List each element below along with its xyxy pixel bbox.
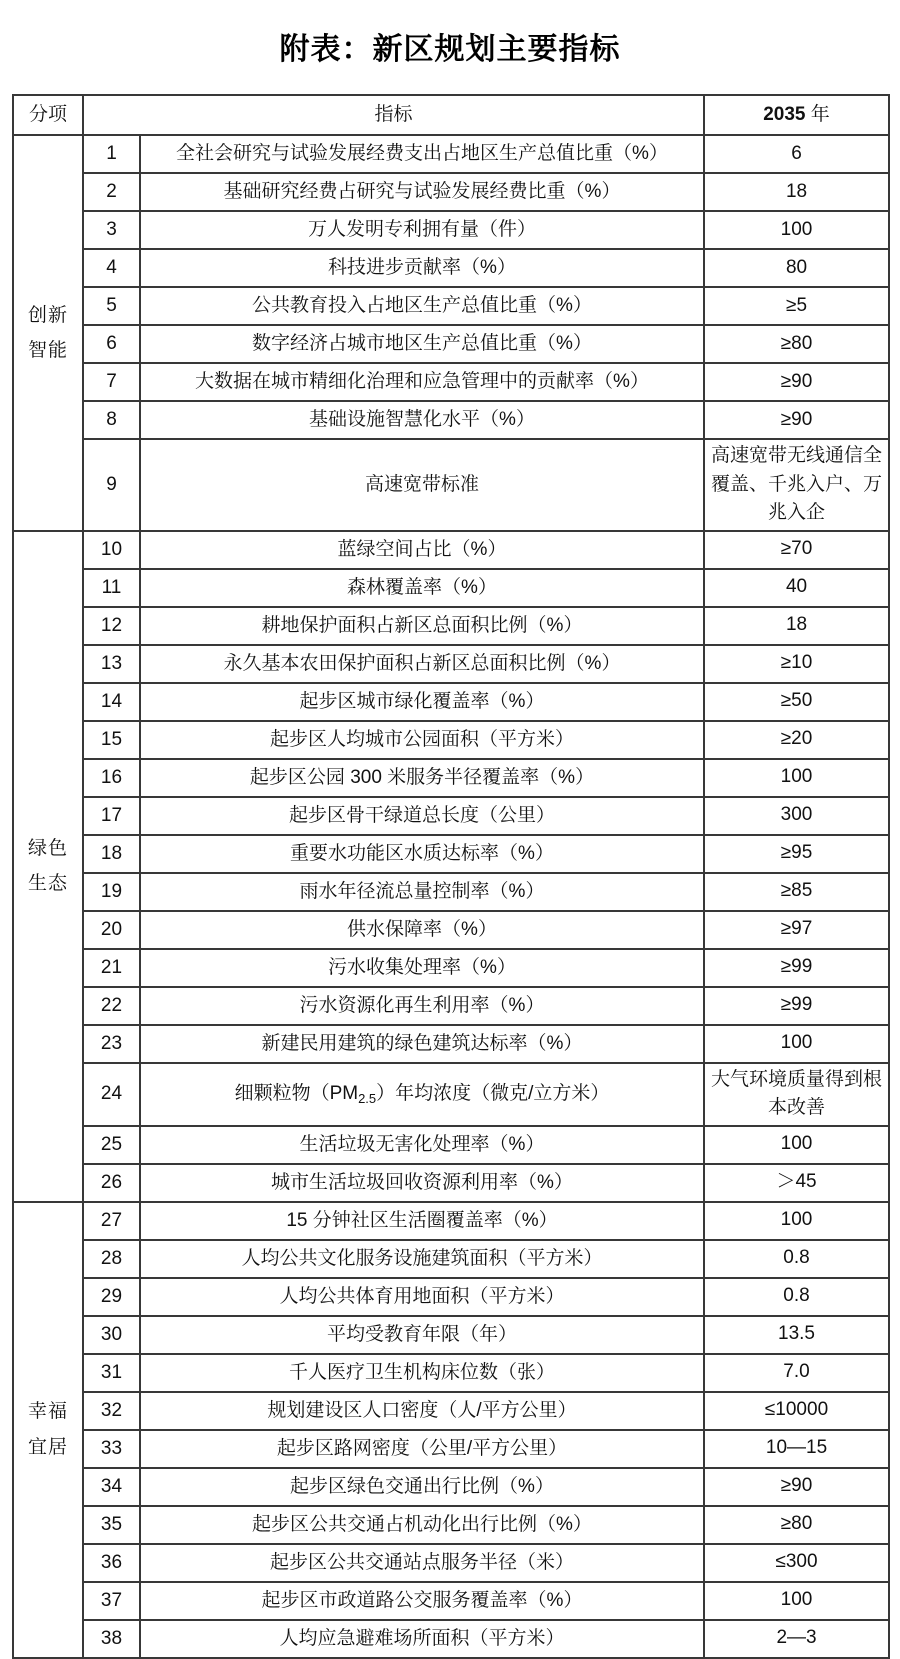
target-value-cell: ≥50 bbox=[704, 683, 889, 721]
row-number-cell: 16 bbox=[83, 759, 140, 797]
indicator-label-cell: 人均公共体育用地面积（平方米） bbox=[140, 1278, 704, 1316]
indicator-label-cell: 数字经济占城市地区生产总值比重（%） bbox=[140, 325, 704, 363]
table-row bbox=[13, 1202, 889, 1240]
row-number-cell: 20 bbox=[83, 911, 140, 949]
target-value-cell: ≥80 bbox=[704, 325, 889, 363]
target-value-cell: ≥70 bbox=[704, 531, 889, 569]
table-row bbox=[13, 949, 889, 987]
table-row bbox=[13, 1582, 889, 1620]
indicator-label-cell: 重要水功能区水质达标率（%） bbox=[140, 835, 704, 873]
row-number-cell: 7 bbox=[83, 363, 140, 401]
header-row bbox=[13, 95, 889, 135]
target-value-cell: 18 bbox=[704, 173, 889, 211]
row-number-cell: 15 bbox=[83, 721, 140, 759]
row-number-cell: 4 bbox=[83, 249, 140, 287]
category-label-line: 幸福 bbox=[27, 1401, 68, 1423]
table-row bbox=[13, 645, 889, 683]
target-value-cell: 2—3 bbox=[704, 1620, 889, 1658]
category-label-line: 宜居 bbox=[27, 1436, 68, 1458]
table-row bbox=[13, 401, 889, 439]
target-value-cell: 高速宽带无线通信全覆盖、千兆入户、万兆入企 bbox=[704, 439, 889, 531]
indicator-label-cell: 起步区城市绿化覆盖率（%） bbox=[140, 683, 704, 721]
indicator-label-cell: 新建民用建筑的绿色建筑达标率（%） bbox=[140, 1025, 704, 1063]
table-row bbox=[13, 1506, 889, 1544]
indicator-label-cell: 起步区绿色交通出行比例（%） bbox=[140, 1468, 704, 1506]
target-value-cell: 100 bbox=[704, 759, 889, 797]
table-row bbox=[13, 1354, 889, 1392]
target-value-cell: 18 bbox=[704, 607, 889, 645]
table-row bbox=[13, 325, 889, 363]
header-category: 分项 bbox=[13, 95, 83, 135]
row-number-cell: 12 bbox=[83, 607, 140, 645]
indicator-label-cell: 森林覆盖率（%） bbox=[140, 569, 704, 607]
row-number-cell: 34 bbox=[83, 1468, 140, 1506]
table-row bbox=[13, 249, 889, 287]
target-value-cell: ≥90 bbox=[704, 401, 889, 439]
table-row bbox=[13, 987, 889, 1025]
row-number-cell: 32 bbox=[83, 1392, 140, 1430]
table-row bbox=[13, 1126, 889, 1164]
indicator-label-cell: 高速宽带标准 bbox=[140, 439, 704, 531]
target-value-cell: 100 bbox=[704, 1202, 889, 1240]
indicator-label-cell: 公共教育投入占地区生产总值比重（%） bbox=[140, 287, 704, 325]
indicator-label-cell: 平均受教育年限（年） bbox=[140, 1316, 704, 1354]
indicator-label-cell: 污水资源化再生利用率（%） bbox=[140, 987, 704, 1025]
indicator-label-cell: 万人发明专利拥有量（件） bbox=[140, 211, 704, 249]
target-value-cell: ≥90 bbox=[704, 1468, 889, 1506]
row-number-cell: 19 bbox=[83, 873, 140, 911]
category-cell bbox=[13, 1202, 83, 1658]
table-row bbox=[13, 1430, 889, 1468]
indicator-label-cell: 起步区公共交通站点服务半径（米） bbox=[140, 1544, 704, 1582]
table-row bbox=[13, 911, 889, 949]
indicator-label-post: ）年均浓度（微克/立方米） bbox=[376, 1082, 610, 1104]
indicator-label-cell: 雨水年径流总量控制率（%） bbox=[140, 873, 704, 911]
table-row bbox=[13, 531, 889, 569]
target-value-cell: 100 bbox=[704, 1126, 889, 1164]
row-number-cell: 38 bbox=[83, 1620, 140, 1658]
indicator-label-cell: 城市生活垃圾回收资源利用率（%） bbox=[140, 1164, 704, 1202]
row-number-cell: 29 bbox=[83, 1278, 140, 1316]
indicator-label-cell: 永久基本农田保护面积占新区总面积比例（%） bbox=[140, 645, 704, 683]
indicator-label-cell: 全社会研究与试验发展经费支出占地区生产总值比重（%） bbox=[140, 135, 704, 173]
category-cell bbox=[13, 531, 83, 1202]
row-number-cell: 28 bbox=[83, 1240, 140, 1278]
row-number-cell: 8 bbox=[83, 401, 140, 439]
table-row bbox=[13, 287, 889, 325]
table-row bbox=[13, 363, 889, 401]
table-row bbox=[13, 1240, 889, 1278]
row-number-cell: 1 bbox=[83, 135, 140, 173]
header-year-suffix: 年 bbox=[805, 104, 830, 126]
table-row bbox=[13, 683, 889, 721]
indicator-label-cell bbox=[140, 1063, 704, 1126]
target-value-cell: ≥90 bbox=[704, 363, 889, 401]
table-row bbox=[13, 607, 889, 645]
header-indicator: 指标 bbox=[83, 95, 704, 135]
indicator-label-pre: 细颗粒物（PM bbox=[234, 1082, 359, 1104]
target-value-cell: ≥95 bbox=[704, 835, 889, 873]
target-value-cell: ≥5 bbox=[704, 287, 889, 325]
target-value-cell: 100 bbox=[704, 1025, 889, 1063]
indicator-label-cell: 污水收集处理率（%） bbox=[140, 949, 704, 987]
row-number-cell: 36 bbox=[83, 1544, 140, 1582]
indicator-label-cell: 供水保障率（%） bbox=[140, 911, 704, 949]
indicators-table bbox=[12, 94, 890, 1659]
row-number-cell: 11 bbox=[83, 569, 140, 607]
target-value-cell: 0.8 bbox=[704, 1278, 889, 1316]
table-row bbox=[13, 1544, 889, 1582]
row-number-cell: 17 bbox=[83, 797, 140, 835]
target-value-cell: 7.0 bbox=[704, 1354, 889, 1392]
target-value-cell: 100 bbox=[704, 211, 889, 249]
row-number-cell: 23 bbox=[83, 1025, 140, 1063]
row-number-cell: 2 bbox=[83, 173, 140, 211]
row-number-cell: 35 bbox=[83, 1506, 140, 1544]
row-number-cell: 37 bbox=[83, 1582, 140, 1620]
target-value-cell: 10—15 bbox=[704, 1430, 889, 1468]
indicator-label-cell: 大数据在城市精细化治理和应急管理中的贡献率（%） bbox=[140, 363, 704, 401]
indicator-label-cell: 基础设施智慧化水平（%） bbox=[140, 401, 704, 439]
row-number-cell: 30 bbox=[83, 1316, 140, 1354]
target-value-cell: ≤300 bbox=[704, 1544, 889, 1582]
row-number-cell: 27 bbox=[83, 1202, 140, 1240]
target-value-cell: ≥80 bbox=[704, 1506, 889, 1544]
table-row bbox=[13, 439, 889, 531]
table-row bbox=[13, 1278, 889, 1316]
target-value-cell: ≥97 bbox=[704, 911, 889, 949]
indicator-label-cell: 起步区人均城市公园面积（平方米） bbox=[140, 721, 704, 759]
row-number-cell: 26 bbox=[83, 1164, 140, 1202]
target-value-cell: ≥99 bbox=[704, 949, 889, 987]
category-label-line: 创新 bbox=[27, 304, 68, 326]
row-number-cell: 21 bbox=[83, 949, 140, 987]
target-value-cell: 13.5 bbox=[704, 1316, 889, 1354]
header-year-number: 2035 bbox=[763, 104, 806, 126]
table-row bbox=[13, 721, 889, 759]
target-value-cell: 6 bbox=[704, 135, 889, 173]
header-year bbox=[704, 95, 889, 135]
indicator-label-cell: 起步区市政道路公交服务覆盖率（%） bbox=[140, 1582, 704, 1620]
indicator-label-cell: 基础研究经费占研究与试验发展经费比重（%） bbox=[140, 173, 704, 211]
indicator-label-cell: 起步区路网密度（公里/平方公里） bbox=[140, 1430, 704, 1468]
target-value-cell: ≥85 bbox=[704, 873, 889, 911]
table-row bbox=[13, 797, 889, 835]
row-number-cell: 9 bbox=[83, 439, 140, 531]
row-number-cell: 5 bbox=[83, 287, 140, 325]
table-row bbox=[13, 1620, 889, 1658]
table-row bbox=[13, 135, 889, 173]
indicator-label-cell: 千人医疗卫生机构床位数（张） bbox=[140, 1354, 704, 1392]
target-value-cell: 0.8 bbox=[704, 1240, 889, 1278]
row-number-cell: 13 bbox=[83, 645, 140, 683]
target-value-cell: ≥10 bbox=[704, 645, 889, 683]
target-value-cell: 大气环境质量得到根本改善 bbox=[704, 1063, 889, 1126]
table-row bbox=[13, 1164, 889, 1202]
row-number-cell: 6 bbox=[83, 325, 140, 363]
target-value-cell: 80 bbox=[704, 249, 889, 287]
row-number-cell: 18 bbox=[83, 835, 140, 873]
indicator-label-cell: 起步区公共交通占机动化出行比例（%） bbox=[140, 1506, 704, 1544]
category-label-line: 生态 bbox=[27, 873, 68, 894]
target-value-cell: ≤10000 bbox=[704, 1392, 889, 1430]
category-label-line: 智能 bbox=[27, 339, 68, 361]
indicator-label-cell: 科技进步贡献率（%） bbox=[140, 249, 704, 287]
table-row bbox=[13, 569, 889, 607]
target-value-cell: ≥20 bbox=[704, 721, 889, 759]
table-row bbox=[13, 1063, 889, 1126]
indicator-label-cell: 人均应急避难场所面积（平方米） bbox=[140, 1620, 704, 1658]
indicator-label-cell: 规划建设区人口密度（人/平方公里） bbox=[140, 1392, 704, 1430]
row-number-cell: 24 bbox=[83, 1063, 140, 1126]
table-row bbox=[13, 759, 889, 797]
row-number-cell: 10 bbox=[83, 531, 140, 569]
row-number-cell: 33 bbox=[83, 1430, 140, 1468]
indicator-label-cell: 起步区公园 300 米服务半径覆盖率（%） bbox=[140, 759, 704, 797]
table-row bbox=[13, 835, 889, 873]
target-value-cell: ≥99 bbox=[704, 987, 889, 1025]
table-row bbox=[13, 1316, 889, 1354]
indicator-label-cell: 耕地保护面积占新区总面积比例（%） bbox=[140, 607, 704, 645]
table-row bbox=[13, 873, 889, 911]
row-number-cell: 22 bbox=[83, 987, 140, 1025]
indicator-label-cell: 生活垃圾无害化处理率（%） bbox=[140, 1126, 704, 1164]
table-row bbox=[13, 173, 889, 211]
target-value-cell: ＞45 bbox=[704, 1164, 889, 1202]
table-row bbox=[13, 1468, 889, 1506]
target-value-cell: 300 bbox=[704, 797, 889, 835]
table-row bbox=[13, 211, 889, 249]
row-number-cell: 14 bbox=[83, 683, 140, 721]
row-number-cell: 25 bbox=[83, 1126, 140, 1164]
target-value-cell: 40 bbox=[704, 569, 889, 607]
table-row bbox=[13, 1392, 889, 1430]
indicator-label-cell: 15 分钟社区生活圈覆盖率（%） bbox=[140, 1202, 704, 1240]
indicator-label-cell: 蓝绿空间占比（%） bbox=[140, 531, 704, 569]
target-value-cell: 100 bbox=[704, 1582, 889, 1620]
indicator-label-cell: 起步区骨干绿道总长度（公里） bbox=[140, 797, 704, 835]
row-number-cell: 3 bbox=[83, 211, 140, 249]
row-number-cell: 31 bbox=[83, 1354, 140, 1392]
table-row bbox=[13, 1025, 889, 1063]
indicator-label-cell: 人均公共文化服务设施建筑面积（平方米） bbox=[140, 1240, 704, 1278]
category-label-line: 绿色 bbox=[27, 837, 68, 859]
category-cell bbox=[13, 135, 83, 531]
page-title: 附表：新区规划主要指标 bbox=[279, 33, 621, 66]
indicator-label-subscript: 2.5 bbox=[358, 1090, 377, 1106]
